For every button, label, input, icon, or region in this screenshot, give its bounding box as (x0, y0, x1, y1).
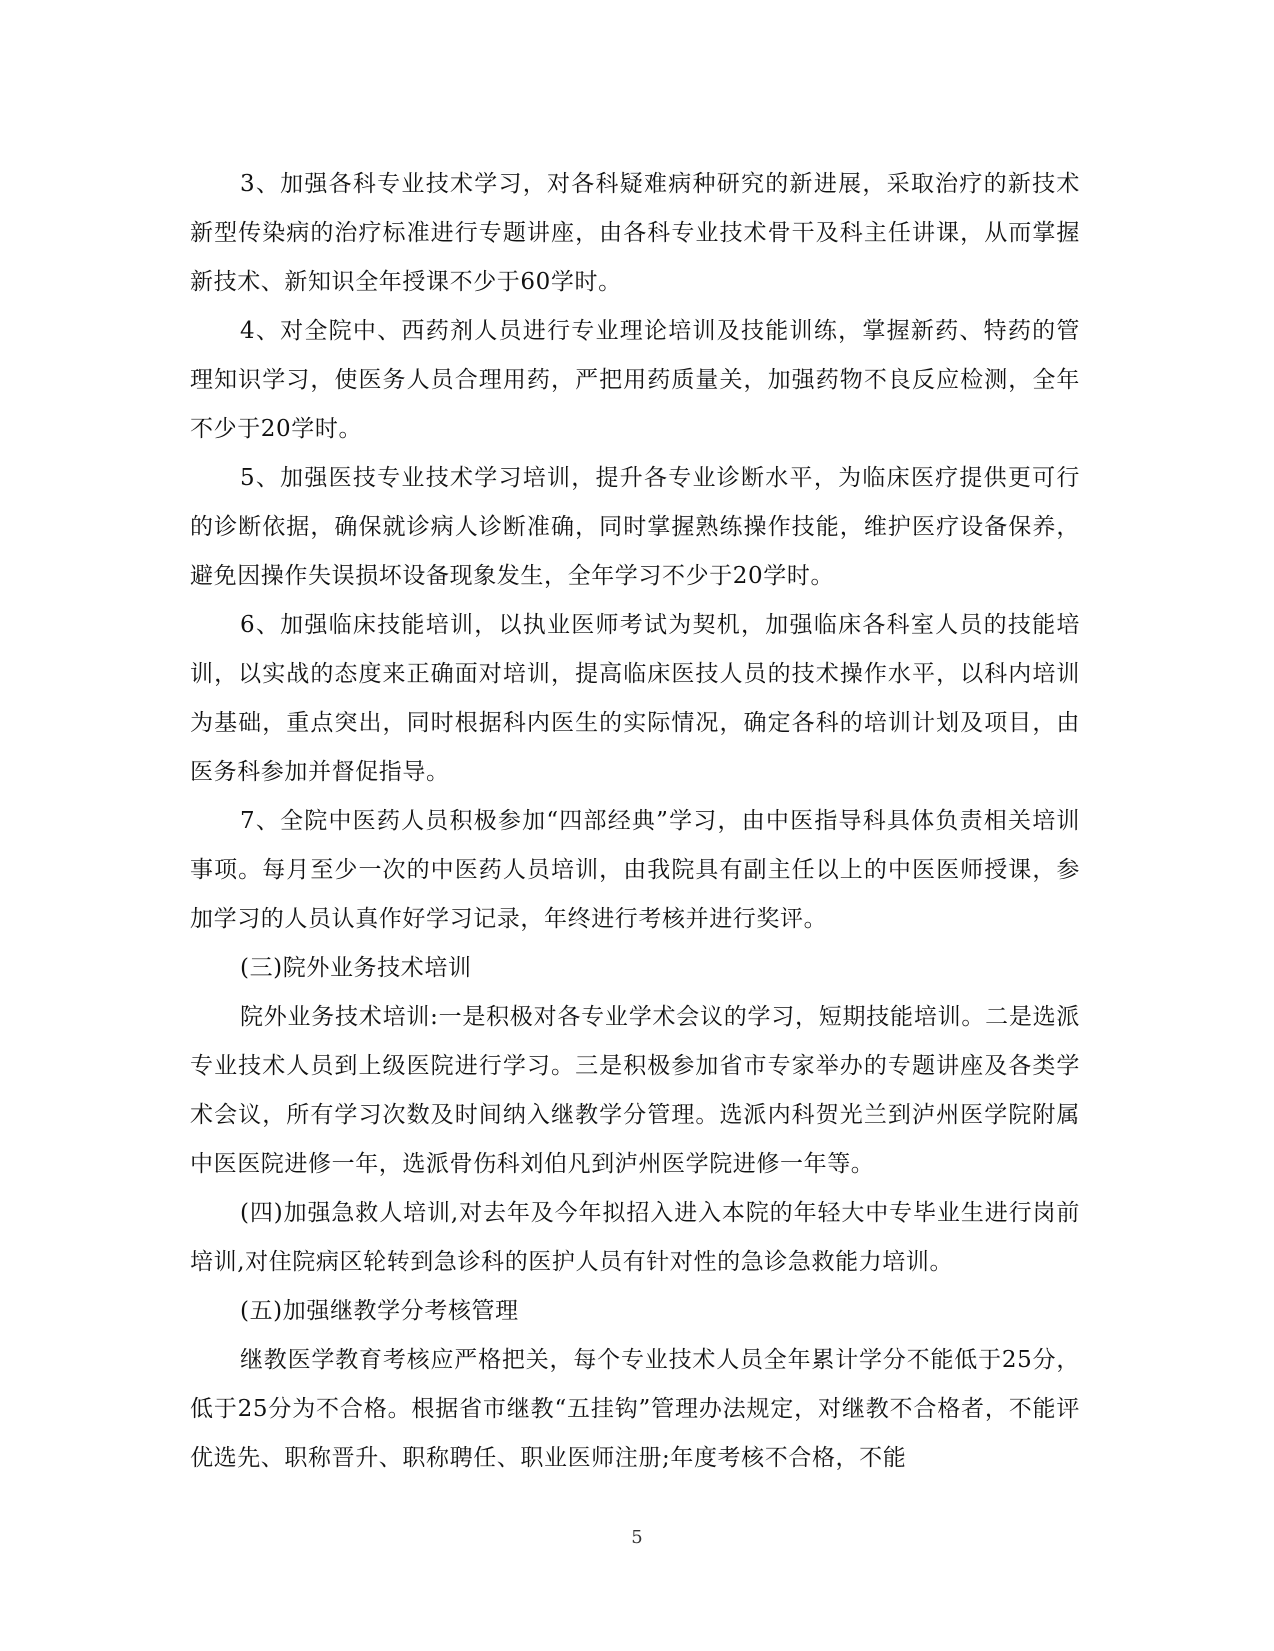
document-body (190, 160, 1080, 1483)
paragraph-item-5: 5、加强医技专业技术学习培训，提升各专业诊断水平，为临床医疗提供更可行的诊断依据，确保就诊病人诊断准确，同时掌握熟练操作技能，维护医疗设备保养，避免因操作失误损坏设备现象发生，全年学习不少于20学时。 (190, 465, 1080, 589)
paragraph-item-3: 3、加强各科专业技术学习，对各科疑难病种研究的新进展，采取治疗的新技术新型传染病的治疗标准进行专题讲座，由各科专业技术骨干及科主任讲课，从而掌握新技术、新知识全年授课不少于60学时。 (190, 171, 1080, 295)
paragraph-credit-management: 继教医学教育考核应严格把关，每个专业技术人员全年累计学分不能低于25分，低于25分为不合格。根据省市继教“五挂钩”管理办法规定，对继教不合格者，不能评优选先、职称晋升、职称聘任、职业医师注册;年度考核不合格，不能 (190, 1347, 1080, 1471)
paragraph-item-7: 7、全院中医药人员积极参加“四部经典”学习，由中医指导科具体负责相关培训事项。每月至少一次的中医药人员培训，由我院具有副主任以上的中医医师授课，参加学习的人员认真作好学习记录，年终进行考核并进行奖评。 (190, 808, 1080, 932)
section-heading-credit-management: (五)加强继教学分考核管理 (240, 1298, 519, 1324)
paragraph-item-6: 6、加强临床技能培训，以执业医师考试为契机，加强临床各科室人员的技能培训，以实战的态度来正确面对培训，提高临床医技人员的技术操作水平，以科内培训为基础，重点突出，同时根据科内医生的实际情况，确定各科的培训计划及项目，由医务科参加并督促指导。 (190, 612, 1080, 785)
page-number: 5 (631, 1527, 643, 1548)
section-heading-outside-training: (三)院外业务技术培训 (240, 955, 472, 981)
paragraph-emergency-training: (四)加强急救人培训,对去年及今年拟招入进入本院的年轻大中专毕业生进行岗前培训,对住院病区轮转到急诊科的医护人员有针对性的急诊急救能力培训。 (190, 1200, 1080, 1275)
paragraph-item-4: 4、对全院中、西药剂人员进行专业理论培训及技能训练，掌握新药、特药的管理知识学习，使医务人员合理用药，严把用药质量关，加强药物不良反应检测，全年不少于20学时。 (190, 318, 1080, 442)
paragraph-outside-training: 院外业务技术培训:一是积极对各专业学术会议的学习，短期技能培训。二是选派专业技术人员到上级医院进行学习。三是积极参加省市专家举办的专题讲座及各类学术会议，所有学习次数及时间纳入继教学分管理。选派内科贺光兰到泸州医学院附属中医医院进修一年，选派骨伤科刘伯凡到泸州医学院进修一年等。 (190, 1004, 1080, 1177)
